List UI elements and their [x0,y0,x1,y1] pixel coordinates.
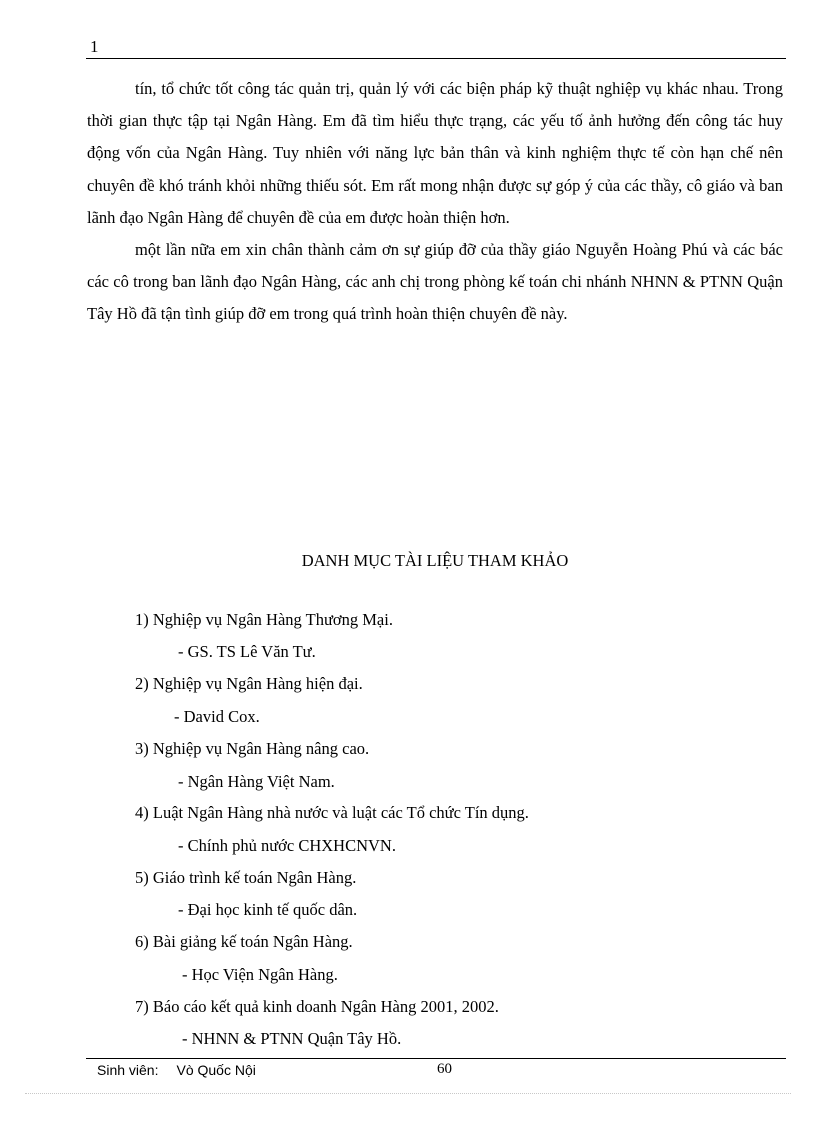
footer-page-number: 60 [437,1061,452,1077]
footer-divider [86,1058,786,1059]
footer-student [97,1061,256,1079]
reference-author: - Học Viện Ngân Hàng. [182,965,338,984]
footer-student-label: Sinh viên: [97,1062,159,1078]
reference-title: 1) Nghiệp vụ Ngân Hàng Thương Mại. [135,610,393,629]
references-title: DANH MỤC TÀI LIỆU THAM KHẢO [301,551,569,570]
body-text [87,73,783,331]
reference-author: - Chính phủ nước CHXHCNVN. [178,836,396,855]
reference-title: 6) Bài giảng kế toán Ngân Hàng. [135,932,353,951]
reference-author: - Ngân Hàng Việt Nam. [178,772,335,791]
reference-title: 4) Luật Ngân Hàng nhà nước và luật các Tổ chức Tín dụng. [135,803,529,822]
reference-author: - Đại học kinh tế quốc dân. [178,900,358,919]
reference-title: 2) Nghiệp vụ Ngân Hàng hiện đại. [135,674,363,693]
reference-author: - NHNN & PTNN Quận Tây Hồ. [182,1029,402,1048]
header-divider [86,58,786,59]
reference-author: - GS. TS Lê Văn Tư. [178,642,316,661]
footer-student-name: Vò Quốc Nội [176,1062,256,1078]
reference-title: 7) Báo cáo kết quả kinh doanh Ngân Hàng 2001, 2002. [135,997,499,1016]
reference-title: 3) Nghiệp vụ Ngân Hàng nâng cao. [135,739,370,758]
reference-title: 5) Giáo trình kế toán Ngân Hàng. [135,868,357,887]
reference-author: - David Cox. [174,707,260,726]
page-bottom-dotted-line [25,1093,791,1094]
paragraph: tín, tổ chức tốt công tác quản trị, quản lý với các biện pháp kỹ thuật nghiệp vụ khác nhau. Trong thời gian thực tập tại Ngân Hàng. Em đã tìm hiểu thực trạng, các yếu tố ảnh hưởng đến công tác huy động vốn của Ngân Hàng. Tuy nhiên với năng lực bản thân và kinh nghiệm thực tế còn hạn chế nên chuyên đề khó tránh khỏi những thiếu sót. Em rất mong nhận được sự góp ý của các thầy, cô giáo và ban lãnh đạo Ngân Hàng để chuyên đề của em được hoàn thiện hơn. [87,79,783,227]
header-page-number: 1 [90,37,99,56]
paragraph: một lần nữa em xin chân thành cảm ơn sự giúp đỡ của thầy giáo Nguyễn Hoàng Phú và các bác các cô trong ban lãnh đạo Ngân Hàng, các anh chị trong phòng kế toán chi nhánh NHNN & PTNN Quận Tây Hồ đã tận tình giúp đỡ em trong quá trình hoàn thiện chuyên đề này. [87,240,783,324]
